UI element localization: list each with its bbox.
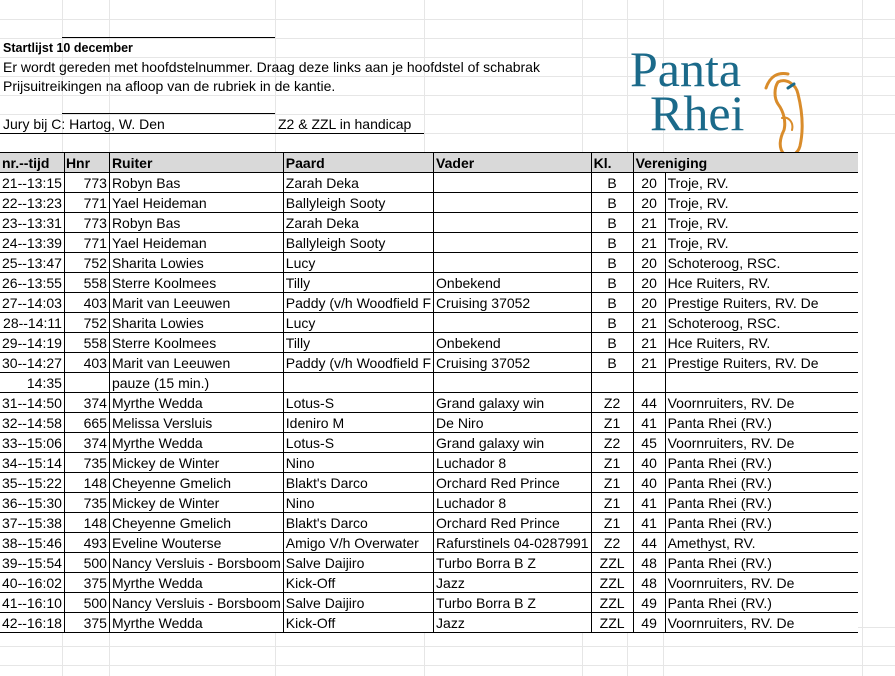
sire-name: [434, 213, 592, 233]
rider-name: Marit van Leeuwen: [109, 293, 283, 313]
start-number-time: 23--13:31: [0, 213, 64, 233]
rider-name: Sterre Koolmees: [109, 273, 283, 293]
horse-name: Tilly: [283, 333, 433, 353]
pause-time: 14:35: [0, 373, 64, 393]
start-number-time: 27--14:03: [0, 293, 64, 313]
horse-name: Blakt's Darco: [283, 513, 433, 533]
horse-name: Lotus-S: [283, 433, 433, 453]
club-name: Panta Rhei (RV.): [665, 473, 858, 493]
class-level: B: [591, 253, 633, 273]
start-number-time: 30--14:27: [0, 353, 64, 373]
empty-cell: [591, 373, 633, 393]
pause-section: [0, 373, 858, 393]
table-row: [0, 253, 858, 273]
sire-name: [434, 233, 592, 253]
bridle-number: 773: [64, 173, 109, 193]
start-number-time: 21--13:15: [0, 173, 64, 193]
table-row: [0, 493, 858, 513]
bridle-number: 735: [64, 453, 109, 473]
bridle-number: 403: [64, 293, 109, 313]
sire-name: Jazz: [434, 613, 592, 633]
handicap-points: 21: [633, 353, 665, 373]
table-row: [0, 593, 858, 613]
horse-name: Lotus-S: [283, 393, 433, 413]
bridle-number: 375: [64, 613, 109, 633]
club-name: Panta Rhei (RV.): [665, 413, 858, 433]
handicap-points: 20: [633, 273, 665, 293]
club-name: Voornruiters, RV. De: [665, 613, 858, 633]
handicap-points: 20: [633, 173, 665, 193]
horse-name: Blakt's Darco: [283, 473, 433, 493]
pause-label: pauze (15 min.): [109, 373, 283, 393]
handicap-points: 40: [633, 453, 665, 473]
bridle-number: 148: [64, 473, 109, 493]
page-title: Startlijst 10 december: [3, 41, 133, 55]
table-row: [0, 333, 858, 353]
class-level: Z1: [591, 513, 633, 533]
cell-border: [62, 113, 275, 114]
rider-name: Sharita Lowies: [109, 313, 283, 333]
bridle-number: 752: [64, 253, 109, 273]
club-name: Amethyst, RV.: [665, 533, 858, 553]
sire-name: [434, 253, 592, 273]
start-list-body-2: [0, 393, 858, 633]
bridle-number: 558: [64, 333, 109, 353]
col-header-kl: Kl.: [591, 153, 633, 173]
rider-name: Myrthe Wedda: [109, 393, 283, 413]
club-name: Troje, RV.: [665, 213, 858, 233]
class-level: B: [591, 233, 633, 253]
empty-cell: [64, 373, 109, 393]
empty-cell: [665, 373, 858, 393]
club-name: Voornruiters, RV. De: [665, 433, 858, 453]
table-row: [0, 573, 858, 593]
sire-name: Cruising 37052: [434, 293, 592, 313]
col-header-vader: Vader: [434, 153, 592, 173]
empty-cell: [633, 373, 665, 393]
horse-name: Salve Daijiro: [283, 553, 433, 573]
horse-name: Zarah Deka: [283, 213, 433, 233]
start-number-time: 32--14:58: [0, 413, 64, 433]
sire-name: Orchard Red Prince: [434, 473, 592, 493]
handicap-points: 45: [633, 433, 665, 453]
sire-name: Luchador 8: [434, 453, 592, 473]
table-row: [0, 393, 858, 413]
empty-cell: [283, 373, 433, 393]
horse-name: Nino: [283, 493, 433, 513]
bridle-number: 773: [64, 213, 109, 233]
sire-name: Rafurstinels 04-0287991: [434, 533, 592, 553]
sire-name: Onbekend: [434, 273, 592, 293]
club-name: Hce Ruiters, RV.: [665, 273, 858, 293]
class-level: Z2: [591, 433, 633, 453]
handicap-points: 40: [633, 473, 665, 493]
horse-name: Paddy (v/h Woodfield F: [283, 293, 433, 313]
rider-name: Nancy Versluis - Borsboom: [109, 553, 283, 573]
bridle-number: 500: [64, 553, 109, 573]
start-number-time: 35--15:22: [0, 473, 64, 493]
handicap-points: 49: [633, 613, 665, 633]
bridle-number: 735: [64, 493, 109, 513]
club-name: Hce Ruiters, RV.: [665, 333, 858, 353]
handicap-points: 41: [633, 413, 665, 433]
bridle-number: 665: [64, 413, 109, 433]
horse-name: Ballyleigh Sooty: [283, 193, 433, 213]
rider-name: Marit van Leeuwen: [109, 353, 283, 373]
handicap-points: 41: [633, 493, 665, 513]
horse-name: Ballyleigh Sooty: [283, 233, 433, 253]
start-number-time: 40--16:02: [0, 573, 64, 593]
bridle-number: 558: [64, 273, 109, 293]
start-number-time: 37--15:38: [0, 513, 64, 533]
table-row: [0, 433, 858, 453]
sire-name: [434, 193, 592, 213]
bridle-number: 374: [64, 393, 109, 413]
sire-name: Turbo Borra B Z: [434, 553, 592, 573]
club-name: Troje, RV.: [665, 233, 858, 253]
club-name: Prestige Ruiters, RV. De: [665, 293, 858, 313]
rider-name: Myrthe Wedda: [109, 613, 283, 633]
start-number-time: 31--14:50: [0, 393, 64, 413]
sire-name: Jazz: [434, 573, 592, 593]
start-number-time: 26--13:55: [0, 273, 64, 293]
start-number-time: 39--15:54: [0, 553, 64, 573]
rider-name: Mickey de Winter: [109, 453, 283, 473]
rider-name: Melissa Versluis: [109, 413, 283, 433]
horse-name: Zarah Deka: [283, 173, 433, 193]
bridle-number: 403: [64, 353, 109, 373]
rider-name: Yael Heideman: [109, 193, 283, 213]
class-level: ZZL: [591, 593, 633, 613]
table-row: [0, 613, 858, 633]
club-name: Panta Rhei (RV.): [665, 553, 858, 573]
logo-word-rhei: Rhei: [650, 85, 745, 141]
handicap-points: 48: [633, 553, 665, 573]
start-list-table: [0, 152, 858, 633]
table-row: [0, 413, 858, 433]
jury-info: Jury bij C: Hartog, W. Den: [3, 116, 165, 132]
horse-name: Paddy (v/h Woodfield F: [283, 353, 433, 373]
table-row: [0, 513, 858, 533]
horse-name: Nino: [283, 453, 433, 473]
start-number-time: 24--13:39: [0, 233, 64, 253]
horse-name: Kick-Off: [283, 573, 433, 593]
table-row: [0, 193, 858, 213]
empty-cell: [434, 373, 592, 393]
class-level: Z2: [591, 393, 633, 413]
sire-name: [434, 313, 592, 333]
bridle-number: 752: [64, 313, 109, 333]
table-row: [0, 313, 858, 333]
bridle-number: 375: [64, 573, 109, 593]
class-level: ZZL: [591, 573, 633, 593]
handicap-points: 41: [633, 513, 665, 533]
start-number-time: 29--14:19: [0, 333, 64, 353]
rider-name: Robyn Bas: [109, 213, 283, 233]
class-level: ZZL: [591, 613, 633, 633]
start-number-time: 36--15:30: [0, 493, 64, 513]
handicap-points: 20: [633, 253, 665, 273]
class-level: ZZL: [591, 553, 633, 573]
club-name: Schoteroog, RSC.: [665, 253, 858, 273]
horse-name: Salve Daijiro: [283, 593, 433, 613]
start-list-body-1: [0, 173, 858, 373]
sire-name: De Niro: [434, 413, 592, 433]
sire-name: Turbo Borra B Z: [434, 593, 592, 613]
handicap-points: 21: [633, 213, 665, 233]
sire-name: Grand galaxy win: [434, 393, 592, 413]
horse-name: Ideniro M: [283, 413, 433, 433]
start-number-time: 33--15:06: [0, 433, 64, 453]
rider-name: Mickey de Winter: [109, 493, 283, 513]
table-header-row: [0, 153, 858, 173]
table-row: [0, 233, 858, 253]
sire-name: Orchard Red Prince: [434, 513, 592, 533]
club-name: Panta Rhei (RV.): [665, 593, 858, 613]
start-number-time: 25--13:47: [0, 253, 64, 273]
bridle-number: 771: [64, 193, 109, 213]
logo-word-panta: Panta: [630, 41, 742, 97]
class-level: B: [591, 333, 633, 353]
start-number-time: 34--15:14: [0, 453, 64, 473]
col-header-nr-tijd: nr.--tijd: [0, 153, 64, 173]
table-row: [0, 353, 858, 373]
instruction-line-1: Er wordt gereden met hoofdstelnummer. Draag deze links aan je hoofdstel of schabrak: [3, 59, 540, 75]
cell-border: [62, 37, 275, 38]
col-header-paard: Paard: [283, 153, 433, 173]
handicap-points: 49: [633, 593, 665, 613]
handicap-points: 20: [633, 193, 665, 213]
class-level: B: [591, 193, 633, 213]
class-level: B: [591, 273, 633, 293]
horse-name: Lucy: [283, 313, 433, 333]
handicap-points: 21: [633, 313, 665, 333]
table-row: [0, 453, 858, 473]
handicap-points: 20: [633, 293, 665, 313]
class-level: B: [591, 313, 633, 333]
panta-rhei-logo: [628, 38, 818, 163]
col-header-ruiter: Ruiter: [109, 153, 283, 173]
class-note: Z2 & ZZL in handicap: [278, 116, 412, 132]
rider-name: Robyn Bas: [109, 173, 283, 193]
table-row: [0, 473, 858, 493]
rider-name: Cheyenne Gmelich: [109, 513, 283, 533]
bridle-number: 771: [64, 233, 109, 253]
club-name: Troje, RV.: [665, 173, 858, 193]
club-name: Troje, RV.: [665, 193, 858, 213]
col-header-vereniging: Vereniging: [633, 153, 858, 173]
class-level: Z1: [591, 493, 633, 513]
start-number-time: 38--15:46: [0, 533, 64, 553]
class-level: Z2: [591, 533, 633, 553]
table-row: [0, 293, 858, 313]
sire-name: Luchador 8: [434, 493, 592, 513]
horse-name: Lucy: [283, 253, 433, 273]
bridle-number: 374: [64, 433, 109, 453]
sire-name: [434, 173, 592, 193]
horse-name: Kick-Off: [283, 613, 433, 633]
club-name: Prestige Ruiters, RV. De: [665, 353, 858, 373]
rider-name: Eveline Wouterse: [109, 533, 283, 553]
table-row: [0, 213, 858, 233]
pause-row: [0, 373, 858, 393]
handicap-points: 48: [633, 573, 665, 593]
club-name: Panta Rhei (RV.): [665, 493, 858, 513]
rider-name: Cheyenne Gmelich: [109, 473, 283, 493]
bridle-number: 500: [64, 593, 109, 613]
sire-name: Cruising 37052: [434, 353, 592, 373]
rider-name: Myrthe Wedda: [109, 433, 283, 453]
start-number-time: 22--13:23: [0, 193, 64, 213]
class-level: Z1: [591, 413, 633, 433]
bridle-number: 148: [64, 513, 109, 533]
class-level: B: [591, 213, 633, 233]
horse-name: Amigo V/h Overwater: [283, 533, 433, 553]
table-row: [0, 533, 858, 553]
club-name: Voornruiters, RV. De: [665, 573, 858, 593]
club-name: Voornruiters, RV. De: [665, 393, 858, 413]
handicap-points: 44: [633, 393, 665, 413]
horse-name: Tilly: [283, 273, 433, 293]
table-row: [0, 553, 858, 573]
sire-name: Grand galaxy win: [434, 433, 592, 453]
horse-head-icon: [766, 74, 802, 156]
club-name: Schoteroog, RSC.: [665, 313, 858, 333]
rider-name: Sterre Koolmees: [109, 333, 283, 353]
club-name: Panta Rhei (RV.): [665, 513, 858, 533]
handicap-points: 21: [633, 233, 665, 253]
rider-name: Nancy Versluis - Borsboom: [109, 593, 283, 613]
class-level: B: [591, 293, 633, 313]
start-number-time: 41--16:10: [0, 593, 64, 613]
class-level: Z1: [591, 473, 633, 493]
start-number-time: 28--14:11: [0, 313, 64, 333]
rider-name: Sharita Lowies: [109, 253, 283, 273]
class-level: B: [591, 353, 633, 373]
sire-name: Onbekend: [434, 333, 592, 353]
start-number-time: 42--16:18: [0, 613, 64, 633]
col-header-hnr: Hnr: [64, 153, 109, 173]
rider-name: Myrthe Wedda: [109, 573, 283, 593]
rider-name: Yael Heideman: [109, 233, 283, 253]
table-row: [0, 173, 858, 193]
instruction-line-2: Prijsuitreikingen na afloop van de rubriek in de kantie.: [3, 78, 336, 94]
class-level: Z1: [591, 453, 633, 473]
table-row: [0, 273, 858, 293]
club-name: Panta Rhei (RV.): [665, 453, 858, 473]
class-level: B: [591, 173, 633, 193]
handicap-points: 21: [633, 333, 665, 353]
bridle-number: 493: [64, 533, 109, 553]
handicap-points: 44: [633, 533, 665, 553]
